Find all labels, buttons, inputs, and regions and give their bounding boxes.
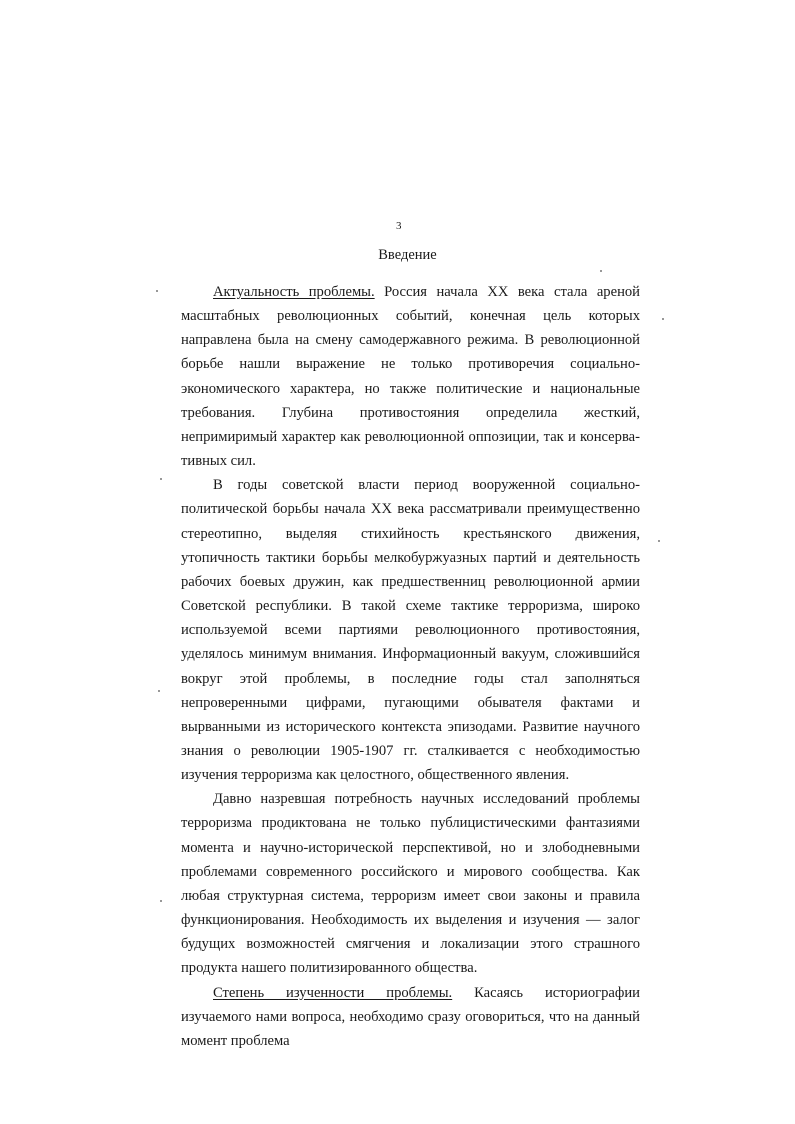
scan-speck [600, 270, 602, 272]
paragraph-label: Степень изученности проблемы. [213, 984, 453, 1001]
paragraph-research-need [181, 787, 640, 980]
paragraph-relevance [181, 280, 640, 473]
page-number: 3 [396, 220, 402, 232]
scan-speck [662, 318, 664, 320]
body-text [181, 280, 640, 1053]
scan-speck [658, 540, 660, 542]
paragraph-label: Актуальность проблемы. [213, 284, 375, 300]
paragraph-text: В годы советской власти период вооруженной социально-политической борьбы начала XX века рассматривали преимущественно стереотипно, выделяя стихийность крестьянского движения, утопичность тактики борьбы мелкобуржуазных партий и деятельность рабочих боевых дружин, как предшественниц революционной армии Советской республики. В такой схеме тактике терроризма, широко используемой всеми партиями революционного противостояния, уделялось минимум внимания. Информационный вакуум, сложившийся вокруг этой проблемы, в последние годы стал заполняться непроверенными цифрами, пугающими обывателя фактами и вырванными из исторического контекста эпизодами. Развитие научного знания о революции 1905-1907 гг. сталкивается с необходимостью изучения терроризма как целостного, общественного явления. [181, 477, 640, 784]
paragraph-text: Касаясь историографии изучаемого нами вопроса, необходимо сразу оговориться, что на данный момент проблема [181, 984, 640, 1049]
scan-speck [160, 900, 162, 902]
scan-speck [156, 290, 158, 292]
paragraph-study-degree [181, 981, 640, 1053]
paragraph-text: Давно назревшая потребность научных исследований проблемы терроризма продиктована не только публицистическими фантазиями момента и научно-исторической перспективой, но и злободневными проблемами современного российского и мирового сообщества. Как любая структурная система, терроризм имеет свои законы и правила функционирования. Необходимость их выделения и изучения — залог будущих возможностей смягчения и локализации этого страшного продукта нашего политизированного общества. [181, 791, 640, 977]
section-heading: Введение [378, 247, 437, 263]
paragraph-text: Россия начала XX века стала ареной масштабных революционных событий, конечная цель которых направлена была на смену самодержавного режима. В революционной борьбе нашли выражение не только противоречия социально-экономического характера, но также политические и национальные требования. Глубина противостояния определила жесткий, непримиримый характер как революционной оппозиции, так и консервативных сил. [181, 284, 640, 470]
scan-speck [158, 690, 160, 692]
scan-speck [160, 478, 162, 480]
paragraph-soviet-period [181, 473, 640, 787]
